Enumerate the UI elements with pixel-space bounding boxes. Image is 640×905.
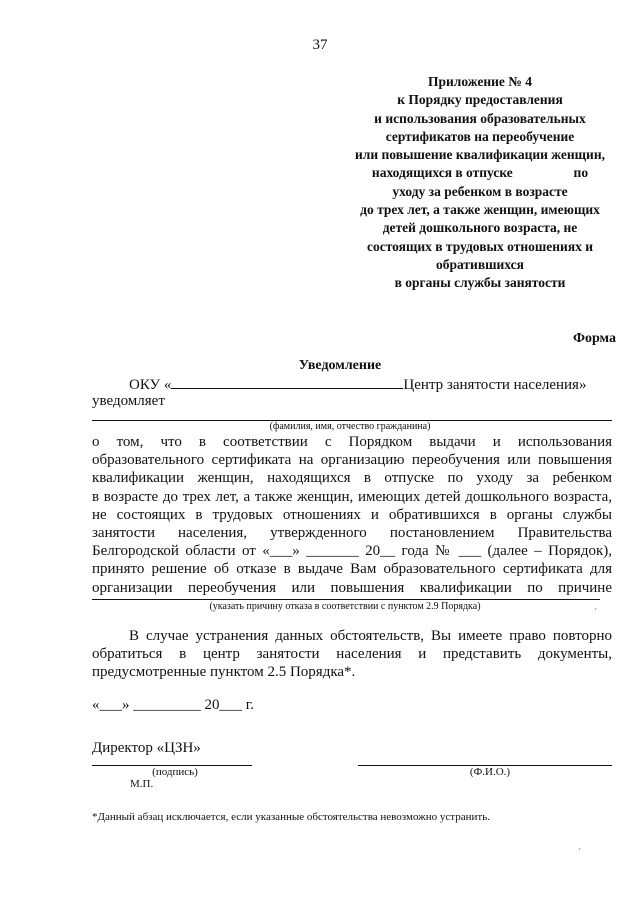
notifies-label: уведомляет xyxy=(92,393,165,409)
document-title: Уведомление xyxy=(298,358,382,373)
appendix-line: или повышение квалификации женщин, xyxy=(355,147,605,163)
appendix-line: до трех лет, а также женщин, имеющих xyxy=(360,202,600,218)
scan-mark: ˊ xyxy=(594,608,598,619)
reason-line xyxy=(92,599,600,600)
body-line: организации переобучения или повышения квалификации по причине xyxy=(92,579,612,596)
oku-name-blank xyxy=(171,375,403,389)
appendix-header xyxy=(330,73,630,293)
form-label: Форма xyxy=(572,331,616,346)
reason-hint: (указать причину отказа в соответствии с пунктом 2.9 Порядка) xyxy=(209,601,481,612)
body-line: в возрасте до трех лет, а также женщин, имеющих детей дошкольного возраста, xyxy=(92,488,612,505)
body-line: о том, что в соответствии с Порядком выдачи и использования xyxy=(92,434,612,450)
body-line: квалификации женщин, находящихся в отпуске по уходу за ребенком xyxy=(92,470,612,487)
appendix-line: обратившихся xyxy=(436,256,524,272)
para2-line: предусмотренные пунктом 2.5 Порядка*. xyxy=(92,664,356,681)
appendix-line: детей дошкольного возраста, не xyxy=(382,220,578,236)
oku-row xyxy=(129,375,586,394)
appendix-line: находящихся в отпуске по xyxy=(371,165,589,181)
director-label: Директор «ЦЗН» xyxy=(92,740,201,756)
appendix-line: сертификатов на переобучение xyxy=(385,128,575,144)
scan-mark: ˊ xyxy=(578,848,582,859)
appendix-line: к Порядку предоставления xyxy=(397,92,563,108)
appendix-line: Приложение № 4 xyxy=(428,74,532,89)
oku-prefix: ОКУ « xyxy=(129,377,172,393)
body-line: занятости населения, утвержденного постановлением Правительства xyxy=(92,525,612,542)
stamp-label: М.П. xyxy=(130,778,154,790)
oku-suffix: Центр занятости населения» xyxy=(403,377,587,393)
appendix-line: в органы службы занятости xyxy=(394,275,566,291)
date-line: «___» _________ 20___ г. xyxy=(92,697,254,713)
body-line: образовательного сертификата на организацию переобучения или повышения xyxy=(92,452,612,469)
appendix-line: уходу за ребенком в возрасте xyxy=(392,183,568,199)
para2-line: В случае устранения данных обстоятельств, Вы имеете право повторно xyxy=(129,628,612,644)
name-hint: (Ф.И.О.) xyxy=(469,766,511,778)
signature-hint: (подпись) xyxy=(152,766,198,778)
body-line: Белгородской области от «___» _______ 20__ года № ___ (далее – Порядок), xyxy=(92,543,612,560)
page-number: 37 xyxy=(312,37,328,53)
body-paragraph xyxy=(92,433,612,597)
body-line: не состоящих в трудовых отношениях и обратившихся в органы службы xyxy=(92,506,612,523)
paragraph-2 xyxy=(92,627,612,682)
para2-line: обратиться в центр занятости населения и представить документы, xyxy=(92,646,612,663)
appendix-line: и использования образовательных xyxy=(374,110,586,126)
body-line: принято решение об отказе в выдаче Вам образовательного сертификата для xyxy=(92,561,612,578)
footnote: *Данный абзац исключается, если указанные обстоятельства невозможно устранить. xyxy=(92,811,490,823)
appendix-line: состоящих в трудовых отношениях и xyxy=(366,238,594,254)
fio-hint: (фамилия, имя, отчество гражданина) xyxy=(269,421,431,432)
